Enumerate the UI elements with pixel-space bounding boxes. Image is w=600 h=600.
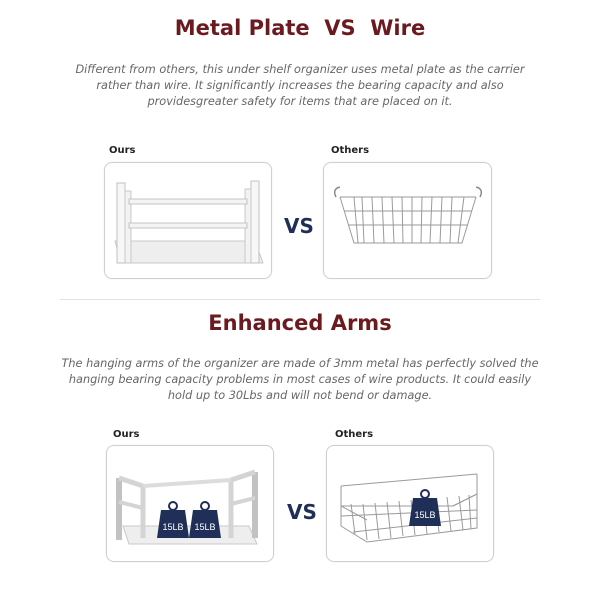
section1-vs-text: VS bbox=[284, 214, 314, 238]
section1-ours-label: Ours bbox=[109, 145, 136, 156]
weight-label: 15LB bbox=[194, 522, 216, 532]
section2-others-label: Others bbox=[335, 429, 374, 440]
section-divider bbox=[60, 299, 540, 300]
metal-plate-organizer-image bbox=[105, 163, 271, 278]
section1-others-label: Others bbox=[331, 145, 370, 156]
weight-label: 15LB bbox=[414, 510, 436, 520]
section1-ours-panel bbox=[104, 162, 272, 279]
weight-icon bbox=[157, 502, 189, 538]
section2-ours-label: Ours bbox=[113, 429, 140, 440]
section1-title: Metal Plate VS Wire bbox=[174, 16, 426, 40]
wire-basket-hanging-image bbox=[327, 446, 493, 561]
section1-description: Different from others, this under shelf organizer uses metal plate as the carrier rather than wire. It significantly increases the bearing capacity and also providesgreater safety for items that are placed on it. bbox=[75, 63, 525, 108]
wire-basket-image bbox=[324, 163, 491, 278]
weight-label: 15LB bbox=[162, 522, 184, 532]
weight-icon bbox=[409, 490, 441, 526]
section2-title: Enhanced Arms bbox=[208, 311, 392, 335]
section2-vs-text: VS bbox=[287, 500, 317, 524]
section1-others-panel bbox=[323, 162, 492, 279]
section2-description: The hanging arms of the organizer are made of 3mm metal has perfectly solved the hanging bearing capacity problems in most cases of wire products. It could easily hold up to 30Lbs and will not bend or damage. bbox=[61, 357, 539, 402]
metal-arm-organizer-image bbox=[107, 446, 273, 561]
section2-ours-panel bbox=[106, 445, 274, 562]
section2-others-panel bbox=[326, 445, 494, 562]
weight-icon bbox=[189, 502, 221, 538]
